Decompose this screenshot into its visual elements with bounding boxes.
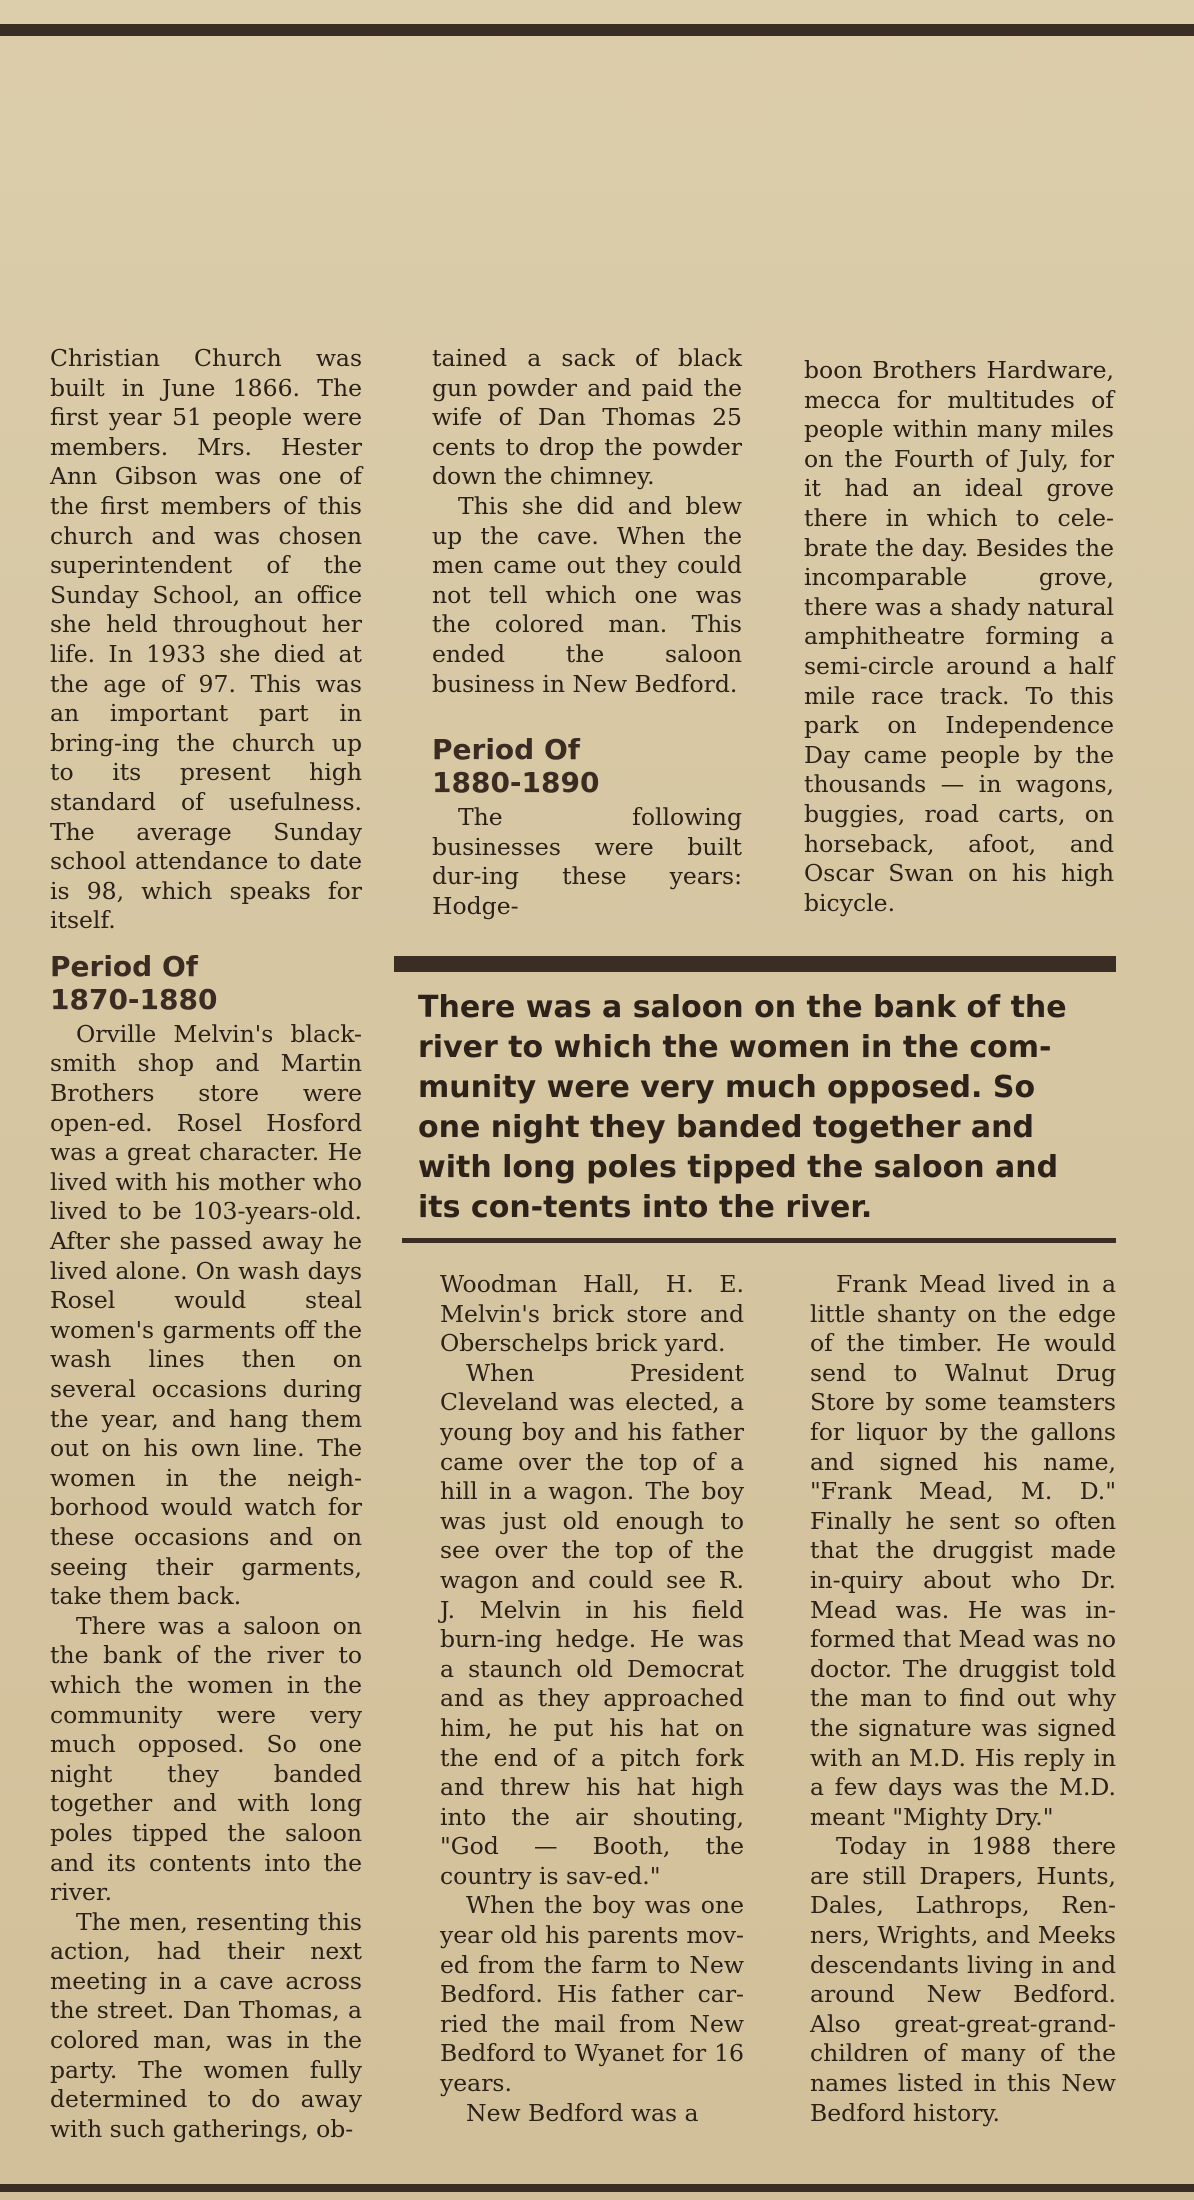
top-rule — [0, 24, 1194, 36]
paragraph: tained a sack of black gun powder and paid the wife of Dan Thomas 25 cents to drop the powder down the chimney. — [432, 344, 742, 491]
heading-line: 1870-1880 — [50, 982, 218, 1016]
paragraph: boon Brothers Hardware, mecca for multitudes of people within many miles on the Fourth of July, for it had an ideal grove there in which to cele-brate the day. Besides the incomparable grove, there was a shady natural amphitheatre forming a semi-circle around a half mile race track. To this park on Independence Day came people by the thousands — in wagons, buggies, road carts, on horseback, afoot, and Oscar Swan on his high bicycle. — [804, 356, 1114, 917]
heading-period-1870 — [50, 950, 362, 1016]
paragraph: Today in 1988 there are still Drapers, Hunts, Dales, Lathrops, Ren-ners, Wrights, and Meeks descendants living in and around New Bedford. Also great-great-grand-children of many of the names listed in this New Bedford history. — [810, 1832, 1116, 2127]
paragraph: Christian Church was built in June 1866. The first year 51 people were members. Mrs. Hester Ann Gibson was one of the first members of this church and was chosen superintendent of the Sunday School, an office she held throughout her life. In 1933 she died at the age of 97. This was an important part in bring-ing the church up to its present high standard of usefulness. The average Sunday school attendance to date is 98, which speaks for itself. — [50, 344, 362, 935]
paragraph: The following businesses were built dur-ing these years: Hodge- — [432, 803, 742, 920]
paragraph: When the boy was one year old his parents mov-ed from the farm to New Bedford. His father car-ried the mail from New Bedford to Wyanet for 16 years. — [440, 1891, 744, 2098]
paragraph: Frank Mead lived in a little shanty on the edge of the timber. He would send to Walnut Drug Store by some teamsters for liquor by the gallons and signed his name, "Frank Mead, M. D." Finally he sent so often that the druggist made in-quiry about who Dr. Mead was. He was in-formed that Mead was no doctor. The druggist told the man to find out why the signature was signed with an M.D. His reply in a few days was the M.D. meant "Mighty Dry." — [810, 1270, 1116, 1831]
pull-quote-bottom-rule — [402, 1238, 1116, 1243]
paragraph: New Bedford was a — [466, 2098, 699, 2127]
heading-line: Period Of — [432, 733, 580, 767]
pull-quote-top-rule — [394, 956, 1116, 972]
bottom-rule — [0, 2184, 1194, 2192]
paragraph: The men, resenting this action, had their next meeting in a cave across the street. Dan Thomas, a colored man, was in the party. The women fully determined to do away with such gatherings, ob- — [50, 1907, 362, 2143]
heading-line: 1880-1890 — [432, 766, 600, 800]
paragraph: This she did and blew up the cave. When the men came out they could not tell which one was the colored man. This ended the saloon business in New Bedford. — [432, 491, 742, 698]
column-3-bottom — [810, 1270, 1116, 2128]
paragraph: Orville Melvin's black-smith shop and Martin Brothers store were open-ed. Rosel Hosford was a great character. He lived with his mother who lived to be 103-years-old. After she passed away he lived alone. On wash days Rosel would steal women's garments off the wash lines then on several occasions during the year, and hang them out on his own line. The women in the neigh-borhood would watch for these occasions and on seeing their garments, take them back. — [50, 1019, 362, 1611]
paragraph: When President Cleveland was elected, a young boy and his father came over the top of a hill in a wagon. The boy was just old enough to see over the top of the wagon and could see R. J. Melvin in his field burn-ing hedge. He was a staunch old Democrat and as they approached him, he put his hat on the end of a pitch fork and threw his hat high into the air shouting, "God — Booth, the country is sav-ed." — [440, 1358, 744, 1890]
heading-period-1880 — [432, 733, 742, 799]
column-2-top — [432, 344, 742, 922]
column-2-bottom — [440, 1270, 744, 2128]
pull-quote: There was a saloon on the bank of the river to which the women in the com-munity were very much opposed. So one night they banded together and with long poles tipped the saloon and its con-tents into the river. — [418, 990, 1067, 1225]
paragraph: There was a saloon on the bank of the river to which the women in the community were very much opposed. So one night they banded together and with long poles tipped the saloon and its contents into the river. — [50, 1611, 362, 1907]
paragraph: Woodman Hall, H. E. Melvin's brick store and Oberschelps brick yard. — [440, 1270, 744, 1358]
column-3-top — [804, 356, 1114, 918]
heading-line: Period Of — [50, 949, 198, 983]
column-1 — [50, 344, 362, 2144]
